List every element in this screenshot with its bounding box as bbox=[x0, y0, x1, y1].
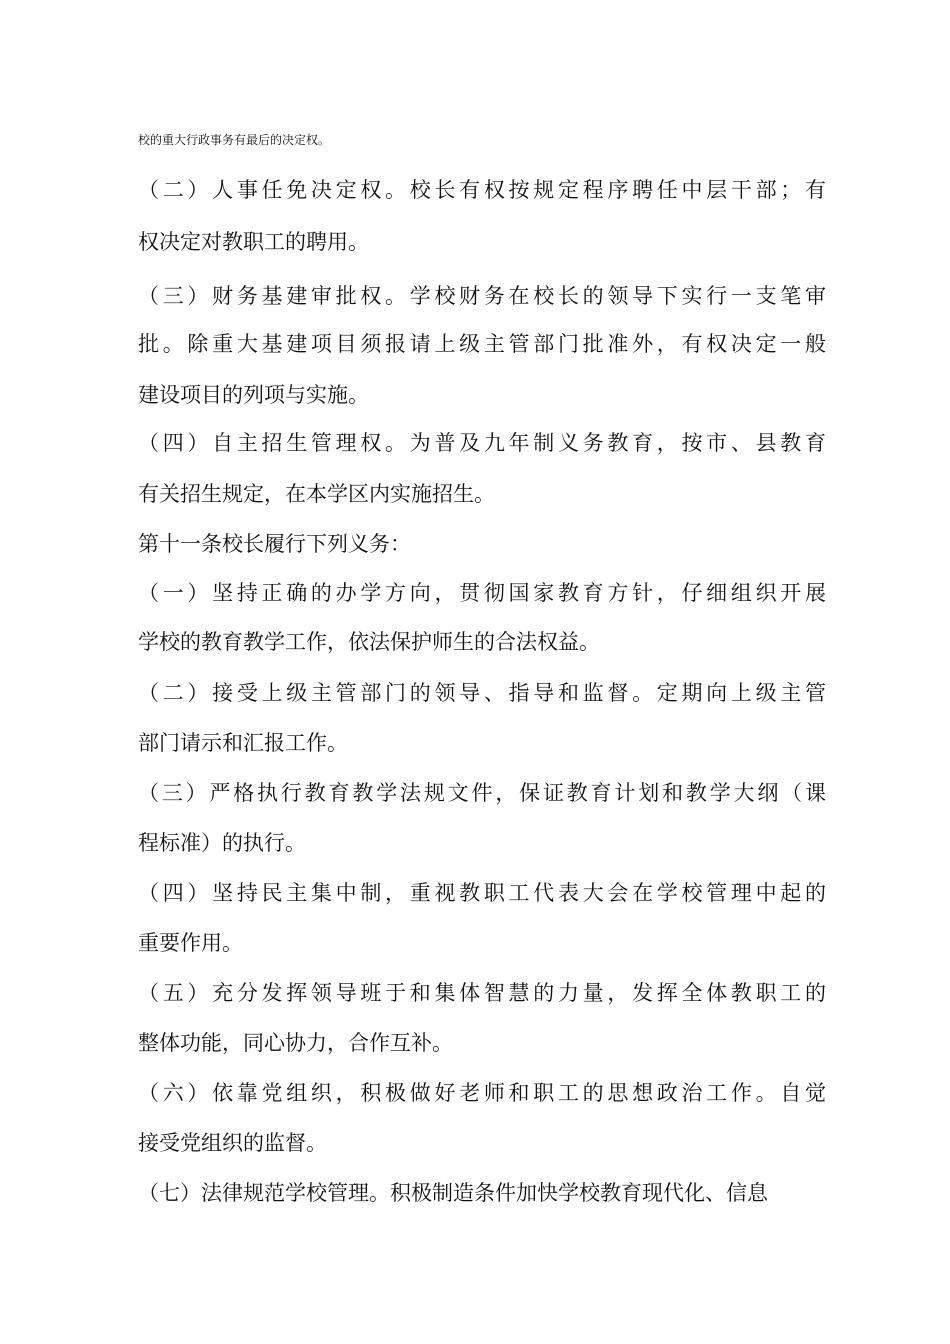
text-line-9: 第十一条校长履行下列义务： bbox=[138, 532, 411, 556]
text-line-5: 批。除重大基建项目须报请上级主管部门批准外，有权决定一般 bbox=[138, 332, 826, 356]
text-line-7: （四）自主招生管理权。为普及九年制义务教育，按市、县教育 bbox=[138, 431, 826, 455]
text-line-4: （三）财务基建审批权。学校财务在校长的领导下实行一支笔审 bbox=[138, 284, 826, 308]
text-line-21: 接受党组织的监督。 bbox=[138, 1131, 327, 1155]
text-line-3: 权决定对教职工的聘用。 bbox=[138, 230, 369, 254]
text-line-15: 程标准）的执行。 bbox=[138, 831, 306, 855]
text-line-14: （三）严格执行教育教学法规文件，保证教育计划和教学大纲（课 bbox=[138, 781, 826, 805]
text-line-16: （四）坚持民主集中制，重视教职工代表大会在学校管理中起的 bbox=[138, 881, 826, 905]
text-line-12: （二）接受上级主管部门的领导、指导和监督。定期向上级主管 bbox=[138, 681, 826, 705]
text-line-11: 学校的教育教学工作，依法保护师生的合法权益。 bbox=[138, 630, 600, 654]
text-line-13: 部门请示和汇报工作。 bbox=[138, 731, 348, 755]
text-line-8: 有关招生规定，在本学区内实施招生。 bbox=[138, 482, 495, 506]
text-line-20: （六）依靠党组织，积极做好老师和职工的思想政治工作。自觉 bbox=[138, 1081, 826, 1105]
text-line-2: （二）人事任免决定权。校长有权按规定程序聘任中层干部；有 bbox=[138, 178, 826, 202]
text-line-17: 重要作用。 bbox=[138, 931, 243, 955]
text-line-19: 整体功能，同心协力，合作互补。 bbox=[138, 1031, 453, 1055]
text-line-22: （七）法律规范学校管理。积极制造条件加快学校教育现代化、信息 bbox=[138, 1181, 768, 1205]
text-line-10: （一）坚持正确的办学方向，贯彻国家教育方针，仔细组织开展 bbox=[138, 581, 826, 605]
text-line-6: 建设项目的列项与实施。 bbox=[138, 383, 369, 407]
text-line-18: （五）充分发挥领导班于和集体智慧的力量，发挥全体教职工的 bbox=[138, 981, 826, 1005]
text-line-1: 校的重大行政事务有最后的决定权。 bbox=[138, 133, 331, 147]
